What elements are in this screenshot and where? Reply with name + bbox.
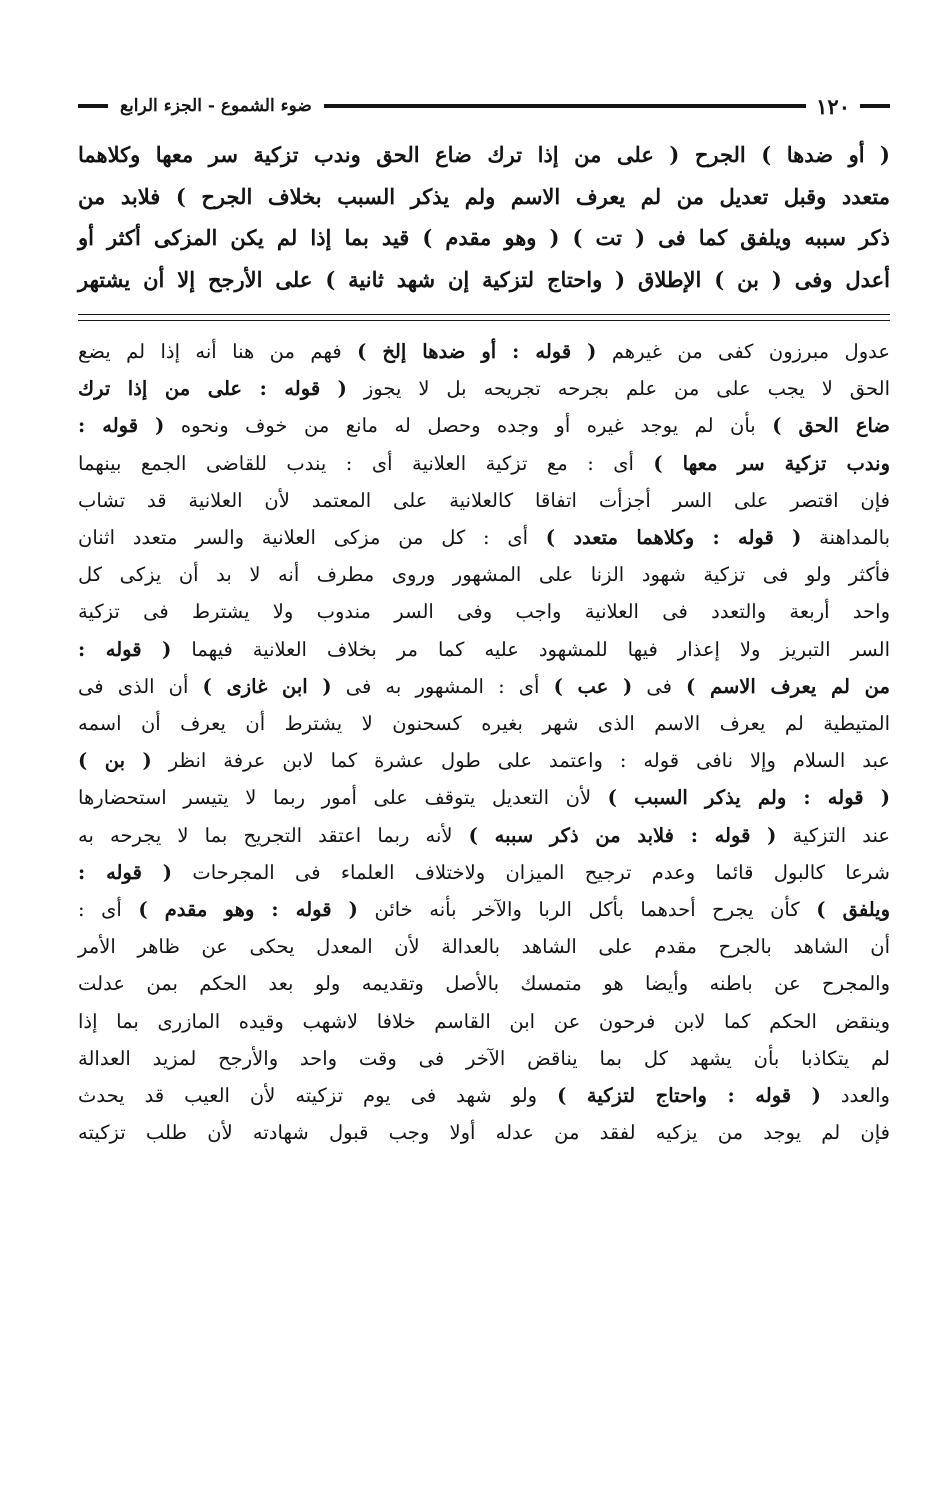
commentary-text: وينقض الحكم كما لابن فرحون عن ابن القاسم خلافا لاشهب وقيده المازرى بما إذا: [78, 1009, 890, 1033]
commentary-text: لم يتكاذبا بأن يشهد كل بما يناقض الآخر فى وقت واحد والأرجح لمزيد العدالة: [78, 1046, 890, 1070]
commentary-text: كأن يجرح أحدهما بأكل الربا والآخر بأنه خائن: [357, 898, 817, 922]
commentary-text: المتيطية لم يعرف الاسم الذى شهر بغيره كسحنون لا يشترط أن يعرف أن اسمه: [78, 712, 890, 736]
commentary-line: [78, 556, 890, 593]
commentary-text: فإن لم يوجد من يزكيه لفقد من عدله أولا وجب قبول شهادته لأن طلب تزكيته: [78, 1121, 890, 1145]
commentary-text: لأن التعديل يتوقف على أمور ربما لا يتيسر استحضارها: [78, 786, 608, 810]
commentary-text: والعدد: [820, 1084, 890, 1108]
commentary-line: [78, 854, 890, 891]
commentary-quote-marker: ( قوله : وكلاهما متعدد ): [545, 526, 802, 550]
commentary-line: [78, 779, 890, 816]
commentary-quote-marker: ( قوله :: [78, 414, 165, 438]
commentary-quote-marker: ( عب ): [553, 674, 633, 698]
commentary-line: [78, 482, 890, 519]
commentary-line: [78, 891, 890, 928]
main-text-line: أعدل وفى ( بن ) الإطلاق ( واحتاج لتزكية إن شهد ثانية ) على الأرجح إلا أن يشتهر: [78, 266, 890, 292]
commentary-line: [78, 519, 890, 556]
commentary-text: عبد السلام وإلا نافى قوله : واعتمد على طول عشرة كما لابن عرفة انظر: [151, 749, 890, 773]
main-text: [78, 134, 890, 300]
commentary-quote-marker: ( قوله : واحتاج لتزكية ): [557, 1084, 821, 1108]
commentary-line: [78, 407, 890, 444]
commentary-line: [78, 370, 890, 407]
commentary-text: ولو شهد فى يوم تزكيته لأن العيب قد يحدث: [78, 1084, 558, 1108]
double-divider: [78, 314, 890, 321]
commentary-line: [78, 928, 890, 965]
commentary-text: لأنه ربما اعتقد التجريح بما لا يجرحه به: [78, 823, 469, 847]
commentary-text: بأن لم يوجد غيره أو وجده وحصل له مانع من خوف ونحوه: [164, 414, 773, 438]
commentary-quote-marker: وندب تزكية سر معها ): [653, 451, 890, 475]
commentary-quote-marker: من لم يعرف الاسم ): [686, 674, 890, 698]
main-text-line: ( أو ضدها ) الجرح ( على من إذا ترك ضاع الحق وندب تزكية سر معها وكلاهما: [78, 142, 890, 167]
commentary: [78, 333, 890, 1151]
commentary-text: أى :: [78, 898, 139, 922]
commentary-quote-marker: ( بن ): [78, 749, 152, 773]
commentary-text: أن الذى فى: [78, 674, 203, 698]
commentary-quote-marker: ( قوله : على من إذا ترك: [78, 377, 347, 401]
commentary-quote-marker: ( ابن غازى ): [202, 674, 332, 698]
commentary-text: أن الشاهد بالجرح مقدم على الشاهد بالعدالة لأن المعدل يحكى عن ظاهر الأمر: [78, 935, 890, 959]
main-text-line: متعدد وقبل تعديل من لم يعرف الاسم ولم يذكر السبب بخلاف الجرح ) فلابد من: [78, 183, 890, 209]
main-text-line: ذكر سببه ويلفق كما فى ( تت ) ( وهو مقدم ) قيد بما إذا لم يكن المزكى أكثر أو: [78, 225, 890, 250]
commentary-line: [78, 705, 890, 742]
page-number: ١٢٠: [816, 93, 850, 119]
commentary-text: الحق لا يجب على من علم بجرحه تجريحه بل لا يجوز: [346, 377, 890, 401]
commentary-quote-marker: ( قوله :: [78, 860, 173, 884]
commentary-line: [78, 1114, 890, 1151]
commentary-text: شرعا كالبول قائما وعدم ترجيح الميزان ولاختلاف العلماء فى المجرحات: [172, 860, 890, 884]
commentary-quote-marker: ( قوله : فلابد من ذكر سببه ): [468, 823, 777, 847]
commentary-line: [78, 631, 890, 668]
commentary-text: فأكثر ولو فى تزكية شهود الزنا على المشهور وروى مطرف أنه لا بد أن يزكى كل: [78, 563, 890, 587]
commentary-line: [78, 333, 890, 370]
commentary-text: السر التبريز ولا إعذار فيها للمشهود عليه كما مر بخلاف العلانية فيهما: [171, 637, 890, 661]
commentary-line: [78, 742, 890, 779]
commentary-line: [78, 668, 890, 705]
commentary-line: [78, 965, 890, 1002]
commentary-text: عدول مبرزون كفى من غيرهم: [596, 340, 890, 363]
commentary-line: [78, 593, 890, 630]
commentary-text: بالمداهنة: [801, 526, 890, 550]
commentary-line: [78, 1003, 890, 1040]
commentary-text: فإن اقتصر على السر أجزأت اتفاقا كالعلانية على المعتمد لأن العلانية قد تشاب: [78, 488, 890, 512]
book-page: [78, 86, 890, 1151]
header-dash-right: [860, 104, 890, 108]
header-dash-left: [78, 104, 108, 108]
commentary-text: فى: [632, 674, 687, 698]
commentary-text: أى : المشهور به فى: [331, 674, 554, 698]
commentary-line: [78, 1077, 890, 1114]
commentary-quote-marker: ضاع الحق ): [772, 414, 890, 438]
commentary-line: [78, 1040, 890, 1077]
commentary-quote-marker: ( قوله : وهو مقدم ): [138, 898, 358, 922]
header-rule: [324, 104, 806, 108]
commentary-line: [78, 817, 890, 854]
commentary-text: أى : مع تزكية العلانية أى : يندب للقاضى الجمع بينهما: [78, 451, 654, 475]
header-title: ضوء الشموع - الجزء الرابع: [120, 96, 312, 116]
commentary-quote-marker: ( قوله : ولم يذكر السبب ): [607, 786, 890, 810]
commentary-line: [78, 445, 890, 482]
commentary-text: عند التزكية: [776, 823, 890, 847]
commentary-quote-marker: ( قوله : أو ضدها إلخ ): [357, 340, 597, 363]
commentary-text: أى : كل من مزكى العلانية والسر متعدد اثنان: [78, 526, 546, 550]
running-header: [78, 86, 890, 126]
commentary-text: فهم من هنا أنه إذا لم يضع: [78, 340, 358, 363]
commentary-quote-marker: ويلفق ): [816, 898, 890, 922]
commentary-text: والمجرح عن باطنه وأيضا هو متمسك بالأصل وتقديمه ولو بعد الحكم بمن عدلت: [78, 972, 890, 996]
commentary-quote-marker: ( قوله :: [78, 637, 172, 661]
commentary-text: واحد أربعة والتعدد فى العلانية واجب وفى السر مندوب ولا يشترط فى تزكية: [78, 600, 890, 624]
